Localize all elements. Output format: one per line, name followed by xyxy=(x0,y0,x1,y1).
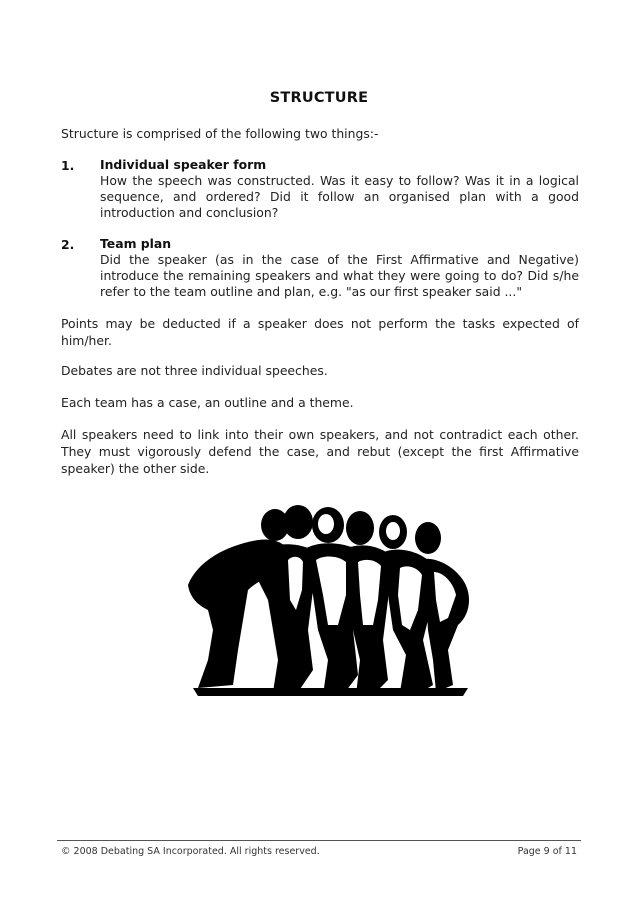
item-heading-team-plan: Team plan xyxy=(100,236,172,251)
footer-page-number: Page 9 of 11 xyxy=(517,846,577,857)
paragraph-points-deducted: Points may be deducted if a speaker does not perform the tasks expected of him/her. xyxy=(61,316,579,348)
intro-paragraph: Structure is comprised of the following two things:- xyxy=(61,126,379,141)
paragraph-team-case: Each team has a case, an outline and a theme. xyxy=(61,395,354,410)
item-heading-individual-speaker-form: Individual speaker form xyxy=(100,157,267,172)
page-title: STRUCTURE xyxy=(269,90,369,106)
list-item xyxy=(100,157,579,221)
item-number-1: 1. xyxy=(61,158,75,173)
item-text: Did the speaker (as in the case of the First Affirmative and Negative) introduce the remaining speakers and what they were going to do? Did s/he refer to the team outline and plan, e.g. "as our first speaker said ..." xyxy=(100,252,579,299)
team-huddle-silhouette-icon xyxy=(178,500,478,700)
paragraph-link-speakers: All speakers need to link into their own speakers, and not contradict each other. They must vigorously defend the case, and rebut (except the first Affirmative speaker) the other side. xyxy=(61,427,579,476)
footer-copyright: © 2008 Debating SA Incorporated. All rights reserved. xyxy=(61,846,320,857)
item-number-2: 2. xyxy=(61,237,75,252)
list-item xyxy=(100,236,579,300)
item-text: How the speech was constructed. Was it easy to follow? Was it in a logical sequence, and ordered? Did it follow an organised plan with a good introduction and conclusion? xyxy=(100,173,579,220)
paragraph-not-individual: Debates are not three individual speeches. xyxy=(61,363,328,378)
footer-divider xyxy=(57,840,581,841)
